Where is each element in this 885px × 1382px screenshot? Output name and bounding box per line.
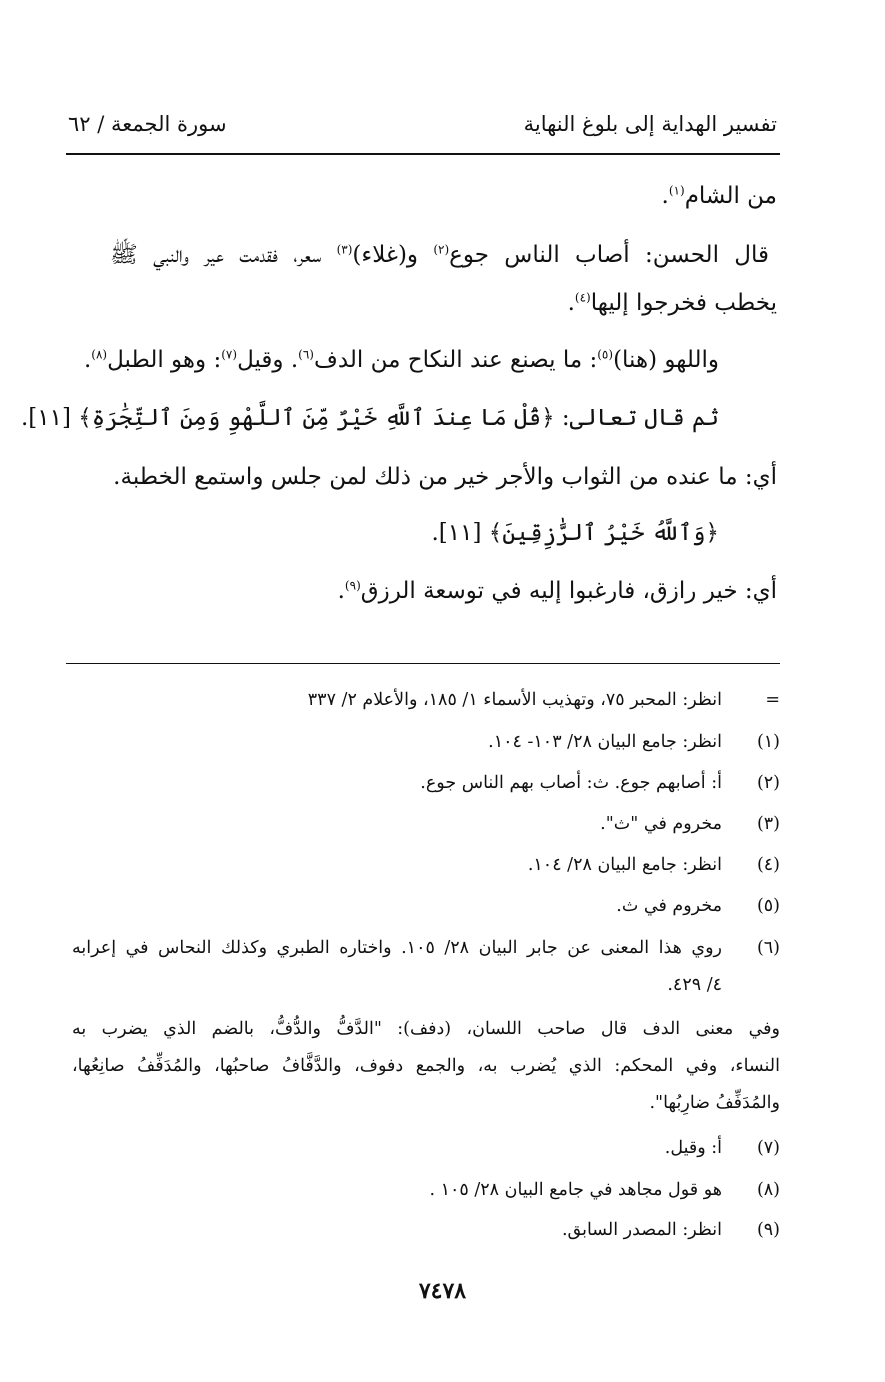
footnote-number: (١) [756,732,780,752]
header-rule [66,153,780,155]
page-number: ٧٤٧٨ [418,1278,467,1304]
footnote-separator [66,663,780,664]
footnote-number: (٨) [756,1180,780,1200]
footnote-text: هو قول مجاهد في جامع البيان ٢٨/ ١٠٥ . [429,1180,722,1200]
footnote-text: مخروم في ث. [616,896,722,916]
body-line: من الشام$^{(١)}$. [661,183,777,209]
footnote-text: أ: وقيل. [664,1138,722,1158]
footnote-number: (٩) [756,1220,780,1240]
body-line: أي: خير رازق، فارغبوا إليه في توسعة الرزق$^{(٩)}$. [337,578,777,604]
body-line: واللهو (هنا)$^{(٥)}$: ما يصنع عند النكاح من الدف$^{(٦)}$. وقيل$^{(٧)}$: وهو الطبل$^{(٨)}$. [83,347,719,373]
footnote-text: انظر: المحبر ٧٥، وتهذيب الأسماء ١/ ١٨٥، والأعلام ٢/ ٣٣٧ [307,690,722,710]
footnote-number: (٣) [756,814,780,834]
footnote-text: انظر: جامع البيان ٢٨/ ١٠٤. [527,855,722,875]
footnote-text: انظر: جامع البيان ٢٨/ ١٠٣- ١٠٤. [488,732,722,752]
footnote-number: (٤) [756,855,780,875]
footnote-text: روي هذا المعنى عن جابر البيان ٢٨/ ١٠٥. واختاره الطبري وكذلك النحاس في إعرابه [72,938,722,958]
footnote-number: (٥) [756,896,780,916]
quran-verse-line: ثم قال تعالى: ﴿قُلْ مَا عِندَ ٱللَّهِ خَيْرٌ مِّنَ ٱللَّهْوِ وَمِنَ ٱلتِّجَٰرَةِ﴾ [١١]. [20,405,719,431]
running-header-surah: سورة الجمعة / ٦٢ [68,112,227,136]
quran-verse-line: ﴿وَٱللَّهُ خَيْرُ ٱلرَّٰزِقِينَ﴾ [١١]. [431,520,719,546]
footnote-text: انظر: المصدر السابق. [561,1220,722,1240]
footnote-continuation: والمُدَفِّفُ ضارِبُها". [649,1093,780,1113]
footnote-continuation: ٤/ ٤٢٩. [667,975,722,995]
body-line: يخطب فخرجوا إليها$^{(٤)}$. [567,290,777,316]
footnote-text: مخروم في "ث". [600,814,722,834]
footnote-text: أ: أصابهم جوع. ث: أصاب بهم الناس جوع. [420,773,722,793]
body-line: أي: ما عنده من الثواب والأجر خير من ذلك لمن جلس واستمع الخطبة. [113,464,777,490]
footnote-number: (٧) [756,1138,780,1158]
footnote-continuation: النساء، وفي المحكم: الذي يُضرب به، والجمع دفوف، والدَّفَّافُ صاحبُها، والمُدَفِّفُ صانِعُها، [72,1056,780,1076]
footnote-number: (٢) [756,773,780,793]
footnote-number: = [765,690,780,710]
footnote-number: (٦) [756,938,780,958]
footnote-continuation: وفي معنى الدف قال صاحب اللسان، (دفف): "الدَّفُّ والدُّفُّ، بالضم الذي يضرب به [72,1019,780,1039]
body-line: قال الحسن: أصاب الناس جوع$^{(٢)}$ و(غلاء)$^{(٣)}$ سعر، فقدمت عير والنبي ﷺ [110,242,769,268]
running-header-book-title: تفسير الهداية إلى بلوغ النهاية [523,112,777,136]
